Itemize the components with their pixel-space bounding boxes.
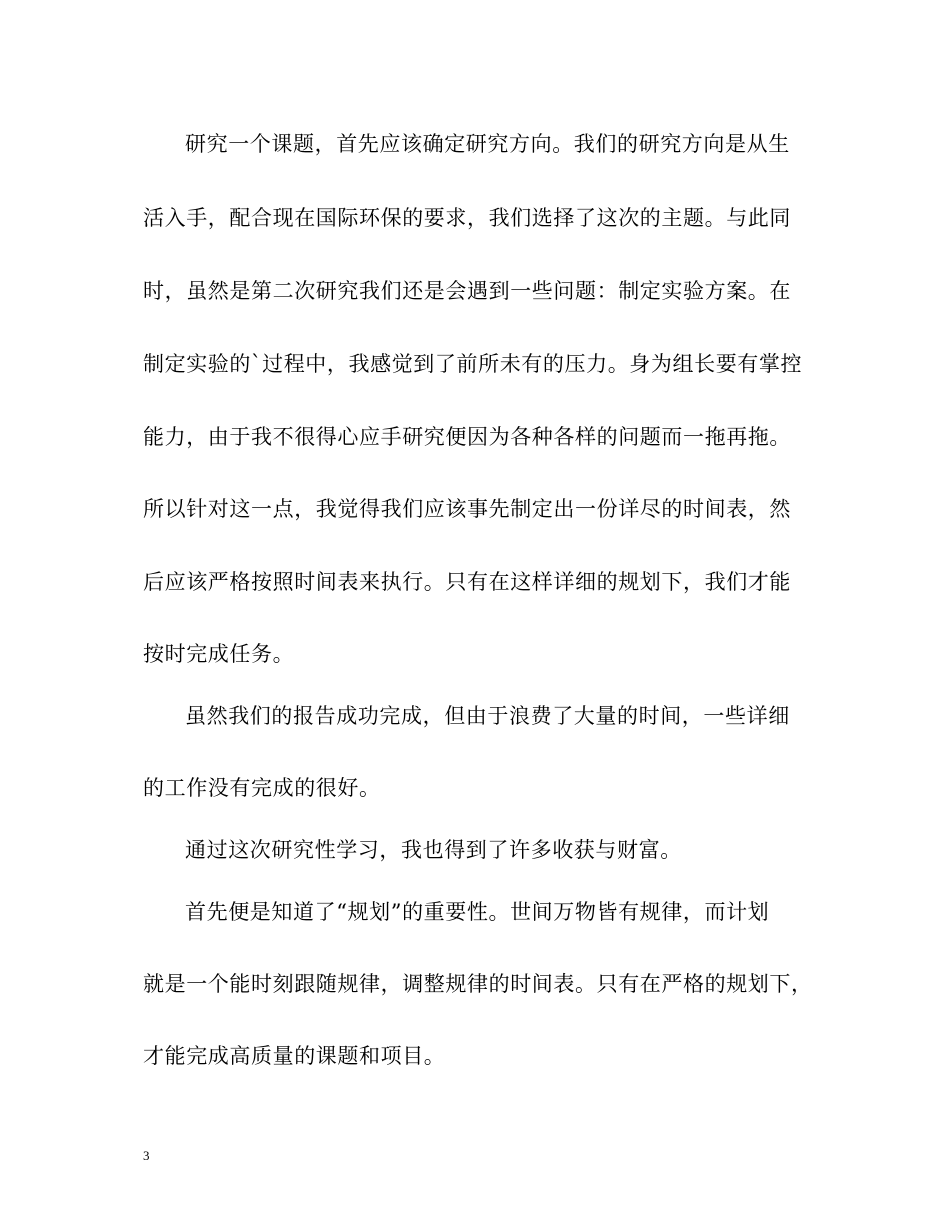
paragraph-1-line-3: 时，虽然是第二次研究我们还是会遇到一些问题：制定实验方案。在 (143, 279, 791, 303)
paragraph-1-line-8: 按时完成任务。 (143, 642, 295, 666)
paragraph-2-line-1: 虽然我们的报告成功完成，但由于浪费了大量的时间，一些详细 (185, 704, 790, 728)
paragraph-4-line-2: 就是一个能时刻跟随规律，调整规律的时间表。只有在严格的规划下， (143, 972, 813, 996)
paragraph-2-line-2: 的工作没有完成的很好。 (143, 776, 381, 800)
paragraph-1-line-5: 能力，由于我不很得心应手研究便因为各种各样的问题而一拖再拖。 (143, 425, 791, 449)
page-number: 3 (143, 1148, 150, 1163)
paragraph-3-line-1: 通过这次研究性学习，我也得到了许多收获与财富。 (185, 838, 682, 862)
paragraph-4-line-3: 才能完成高质量的课题和项目。 (143, 1044, 446, 1068)
paragraph-1-line-1: 研究一个课题，首先应该确定研究方向。我们的研究方向是从生 (185, 132, 790, 156)
paragraph-1-line-6: 所以针对这一点，我觉得我们应该事先制定出一份详尽的时间表，然 (143, 497, 791, 521)
paragraph-4-line-1: 首先便是知道了“规划”的重要性。世间万物皆有规律，而计划 (185, 900, 770, 924)
paragraph-1-line-2: 活入手，配合现在国际环保的要求，我们选择了这次的主题。与此同 (143, 206, 791, 230)
paragraph-1-line-4: 制定实验的`过程中，我感觉到了前所未有的压力。身为组长要有掌控 (143, 352, 803, 376)
paragraph-1-line-7: 后应该严格按照时间表来执行。只有在这样详细的规划下，我们才能 (143, 570, 791, 594)
